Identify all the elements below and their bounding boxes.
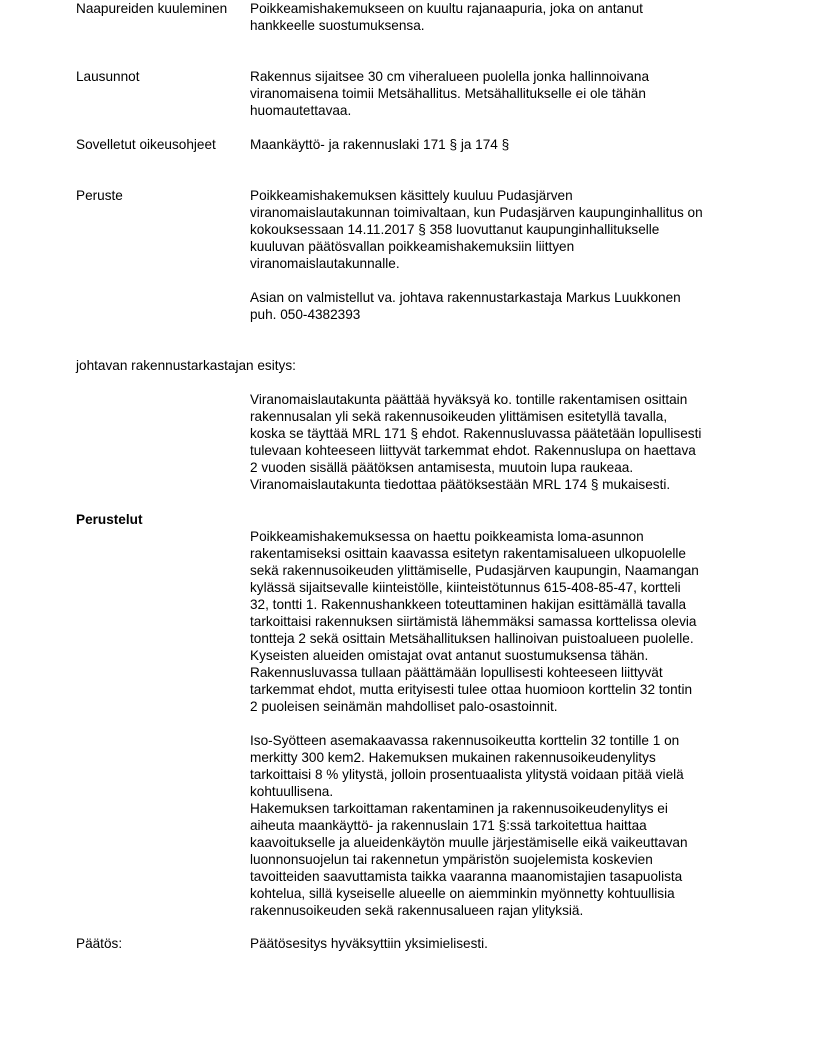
text-esitys <box>250 391 750 493</box>
valmistelija-paragraph: Asian on valmistellut va. johtava rakennustarkastaja Markus Luukkonen puh. 050-4382393 <box>250 290 681 322</box>
text-peruste <box>250 187 750 323</box>
label-lausunnot: Lausunnot <box>76 69 140 84</box>
text-paatos <box>250 935 750 952</box>
peruste-paragraph: Poikkeamishakemuksen käsittely kuuluu Pudasjärven viranomaislautakunnan toimivaltaan, kun Pudasjärven kaupunginhallitus on kokouksessaan 14.11.2017 § 358 luovuttanut kaupunginhallitukselle kuuluvan päätösvallan poikkeamishakemuksiin liittyen viranomaislautakunnalle. <box>250 188 703 271</box>
label-naapureiden-kuuleminen: Naapureiden kuuleminen <box>76 1 228 16</box>
text-naapureiden-kuuleminen <box>250 0 750 34</box>
label-sovelletut-oikeusohjeet: Sovelletut oikeusohjeet <box>76 137 216 152</box>
esitys-paragraph: Viranomaislautakunta päättää hyväksyä ko. tontille rakentamisen osittain rakennusalan yli sekä rakennusoikeuden ylittämisen esitetyllä tavalla, koska se täyttää MRL 171 § ehdot. Rakennusluvassa päätetään lopullisesti tulevaan kohteeseen liittyvät tarkemmat ehdot. Rakennuslupa on haettava 2 vuoden sisällä päätöksen antamisesta, muutoin lupa raukeaa. Viranomaislautakunta tiedottaa päätöksestään MRL 174 § mukaisesti. <box>250 392 702 492</box>
text-sovelletut-oikeusohjeet <box>250 136 750 153</box>
lausunnot-paragraph: Rakennus sijaitsee 30 cm viheralueen puolella jonka hallinnoivana viranomaisena toimii Metsähallitus. Metsähallitukselle ei ole tähän huomautettavaa. <box>250 69 650 118</box>
heading-perustelut: Perustelut <box>76 512 143 527</box>
paatos-paragraph: Päätösesitys hyväksyttiin yksimielisesti. <box>250 936 488 951</box>
oikeusohjeet-paragraph: Maankäyttö- ja rakennuslaki 171 § ja 174 § <box>250 137 510 152</box>
label-peruste: Peruste <box>76 188 123 203</box>
text-lausunnot <box>250 68 750 119</box>
label-paatos: Päätös: <box>76 936 123 951</box>
perustelut-paragraph-1: Poikkeamishakemuksessa on haettu poikkeamista loma-asunnon rakentamiseksi osittain kaavassa esitetyn rakentamisalueen ulkopuolelle sekä rakennusoikeuden ylittämiselle, Pudasjärven kaupungin, Naamangan kylässä sijaitsevalle kiinteistölle, kiinteistötunnus 615-408-85-47, kortteli 32, tontti 1. Rakennushankkeen toteuttaminen hakijan esittämällä tavalla tarkoittaisi rakennuksen siirtämistä lähemmäksi samassa korttelissa olevia tontteja 2 sekä osittain Metsähallituksen hallinoivan puistoalueen puolelle. Kyseisten alueiden omistajat ovat antanut suostumuksensa tähän. Rakennusluvassa tullaan päättämään lopullisesti kohteeseen liittyvät tarkemmat ehdot, mutta erityisesti tulee ottaa huomioon korttelin 32 tontin 2 puoleisen seinämän mahdolliset palo-osastoinnit. <box>250 529 699 714</box>
text-perustelut <box>250 528 750 919</box>
naapurit-paragraph: Poikkeamishakemukseen on kuultu rajanaapuria, joka on antanut hankkeelle suostumuksensa. <box>250 1 643 33</box>
perustelut-paragraph-2: Iso-Syötteen asemakaavassa rakennusoikeutta korttelin 32 tontille 1 on merkitty 300 kem2. Hakemuksen mukainen rakennusoikeudenylitys tarkoittaisi 8 % ylitystä, jolloin prosentuaalista ylitystä voidaan pitää vielä kohtuullisena. Hakemuksen tarkoittaman rakentaminen ja rakennusoikeudenylitys ei aiheuta maankäyttö- ja rakennuslain 171 §:ssä tarkoitettua haittaa kaavoitukselle ja alueidenkäytön muulle järjestämiselle eikä vaikeuttavan luonnonsuojelun tai rakennetun ympäristön suojelemista koskevien tavoitteiden saavuttamista taikka vaaranna maanomistajien tasapuolista kohtelua, sillä kyseiselle alueelle on aiemminkin myönnetty kohtuullisia rakennusoikeuden sekä rakennusalueen rajan ylityksiä. <box>250 733 688 918</box>
label-esitys: johtavan rakennustarkastajan esitys: <box>76 358 296 373</box>
